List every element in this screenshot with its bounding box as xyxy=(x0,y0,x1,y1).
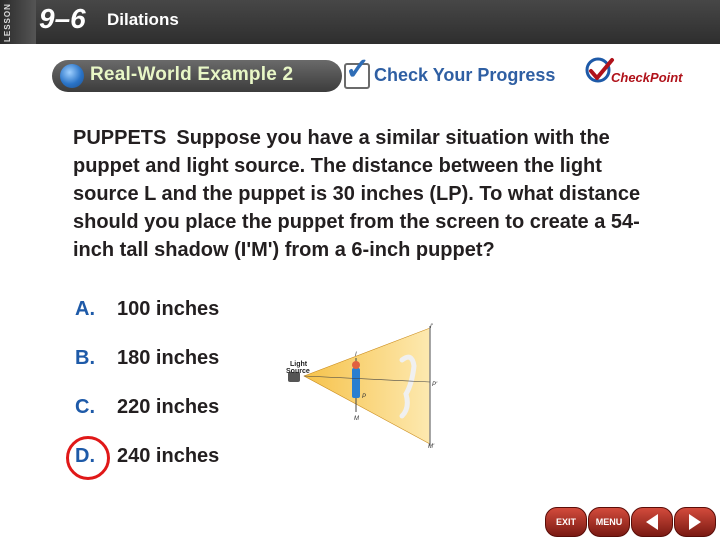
lesson-header-bar xyxy=(0,0,720,44)
choice-b[interactable] xyxy=(75,345,219,371)
choice-c[interactable] xyxy=(75,394,219,420)
choice-text: 220 inches xyxy=(117,396,220,418)
menu-button[interactable]: MENU xyxy=(588,507,630,537)
checkpoint-label: CheckPoint xyxy=(611,70,683,85)
choice-letter: D. xyxy=(75,445,95,467)
example-label: Real-World Example 2 xyxy=(90,64,294,85)
choice-text: 100 inches xyxy=(117,298,220,320)
choice-letter: B. xyxy=(75,347,95,369)
forward-button[interactable] xyxy=(674,507,716,537)
puppet-shadow-diagram xyxy=(282,320,442,452)
light-label-1: Light xyxy=(290,361,308,368)
choice-letter: A. xyxy=(75,298,95,320)
label-P: P xyxy=(362,394,367,400)
label-M: M xyxy=(354,416,359,422)
question-lead: PUPPETS xyxy=(73,127,167,149)
lesson-word: LESSON xyxy=(3,3,12,42)
light-label-2: Source xyxy=(286,368,310,375)
exit-button[interactable]: EXIT xyxy=(545,507,587,537)
selected-answer-circle xyxy=(66,436,110,480)
choice-text: 240 inches xyxy=(117,445,220,467)
triangle-left-icon xyxy=(632,508,672,536)
lesson-title: Dilations xyxy=(107,10,179,29)
back-button[interactable] xyxy=(631,507,673,537)
question-body: Suppose you have a similar situation with the puppet and light source. The distance between the light source L and the puppet is 30 inches (LP). To what distance should you place the puppet from the screen to create a 54-inch tall shadow (I'M') from a 6-inch puppet? xyxy=(73,127,641,261)
choice-a[interactable] xyxy=(75,296,219,322)
globe-icon xyxy=(60,64,84,88)
checkmark-icon: ✓ xyxy=(345,53,371,86)
label-P-prime: P' xyxy=(432,382,438,388)
label-M-prime: M' xyxy=(428,444,435,450)
question-text xyxy=(73,124,673,264)
label-I-prime: I' xyxy=(430,324,433,330)
label-I: I xyxy=(355,352,357,358)
triangle-right-icon xyxy=(675,508,715,536)
check-your-progress-label: Check Your Progress xyxy=(374,65,556,85)
lesson-number: 9–6 xyxy=(39,3,86,34)
choice-letter: C. xyxy=(75,396,95,418)
choice-text: 180 inches xyxy=(117,347,220,369)
